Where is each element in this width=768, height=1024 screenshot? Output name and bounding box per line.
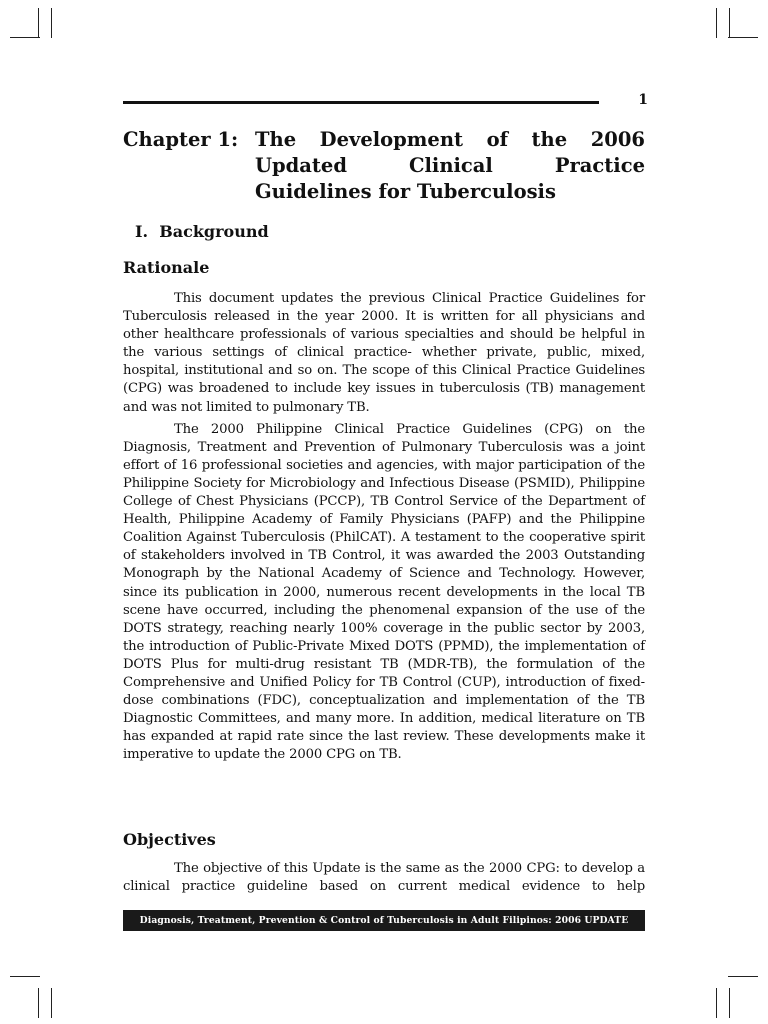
crop-mark <box>51 8 52 38</box>
crop-mark <box>716 8 717 38</box>
crop-mark <box>729 988 730 1018</box>
crop-mark <box>716 988 717 1018</box>
objectives-heading: Objectives <box>123 830 216 849</box>
crop-mark <box>10 37 40 38</box>
rationale-heading: Rationale <box>123 258 210 277</box>
crop-mark <box>51 988 52 1018</box>
page-number: 1 <box>638 92 648 108</box>
body-paragraph: The objective of this Update is the same as the 2000 CPG: to develop a clinical practice guideline based on current medical evidence to help <box>123 861 645 895</box>
chapter-label: Chapter 1: <box>123 128 239 151</box>
crop-mark <box>38 988 39 1018</box>
crop-mark <box>728 37 758 38</box>
crop-mark <box>10 976 40 977</box>
crop-mark <box>38 8 39 38</box>
crop-mark <box>728 976 758 977</box>
section-heading: I. Background <box>135 222 269 241</box>
header-rule <box>123 101 599 104</box>
running-footer: Diagnosis, Treatment, Prevention & Control of Tuberculosis in Adult Filipinos: 2006 UPDATE <box>123 910 645 931</box>
crop-mark <box>729 8 730 38</box>
body-paragraph: This document updates the previous Clinical Practice Guidelines for Tuberculosis released in the year 2000. It is written for all physicians and other healthcare professionals of various specialties and should be helpful in the various settings of clinical practice- whether private, public, mixed, hospital, institutional and so on. The scope of this Clinical Practice Guidelines (CPG) was broadened to include key issues in tuberculosis (TB) management and was not limited to pulmonary TB. <box>123 291 645 415</box>
rationale-body <box>123 290 645 764</box>
body-paragraph: The 2000 Philippine Clinical Practice Guidelines (CPG) on the Diagnosis, Treatment and Prevention of Pulmonary Tuberculosis was a joint effort of 16 professional societies and agencies, with major participation of the Philippine Society for Microbiology and Infectious Disease (PSMID), Philippine College of Chest Physicians (PCCP), TB Control Service of the Department of Health, Philippine Academy of Family Physicians (PAFP) and the Philippine Coalition Against Tuberculosis (PhilCAT). A testament to the cooperative spirit of stakeholders involved in TB Control, it was awarded the 2003 Outstanding Monograph by the National Academy of Science and Technology. However, since its publication in 2000, numerous recent developments in the local TB scene have occurred, including the phenomenal expansion of the use of the DOTS strategy, reaching nearly 100% coverage in the public sector by 2003, the introduction of Public-Private Mixed DOTS (PPMD), the implementation of DOTS Plus for multi-drug resistant TB (MDR-TB), the formulation of the Comprehensive and Unified Policy for TB Control (CUP), introduction of fixed-dose combinations (FDC), conceptualization and implementation of the TB Diagnostic Committees, and many more. In addition, medical literature on TB has expanded at rapid rate since the last review. These developments make it imperative to update the 2000 CPG on TB. <box>123 421 645 763</box>
objectives-body <box>123 860 645 896</box>
chapter-title: The Development of the 2006 Updated Clinical Practice Guidelines for Tuberculosis <box>255 128 645 203</box>
